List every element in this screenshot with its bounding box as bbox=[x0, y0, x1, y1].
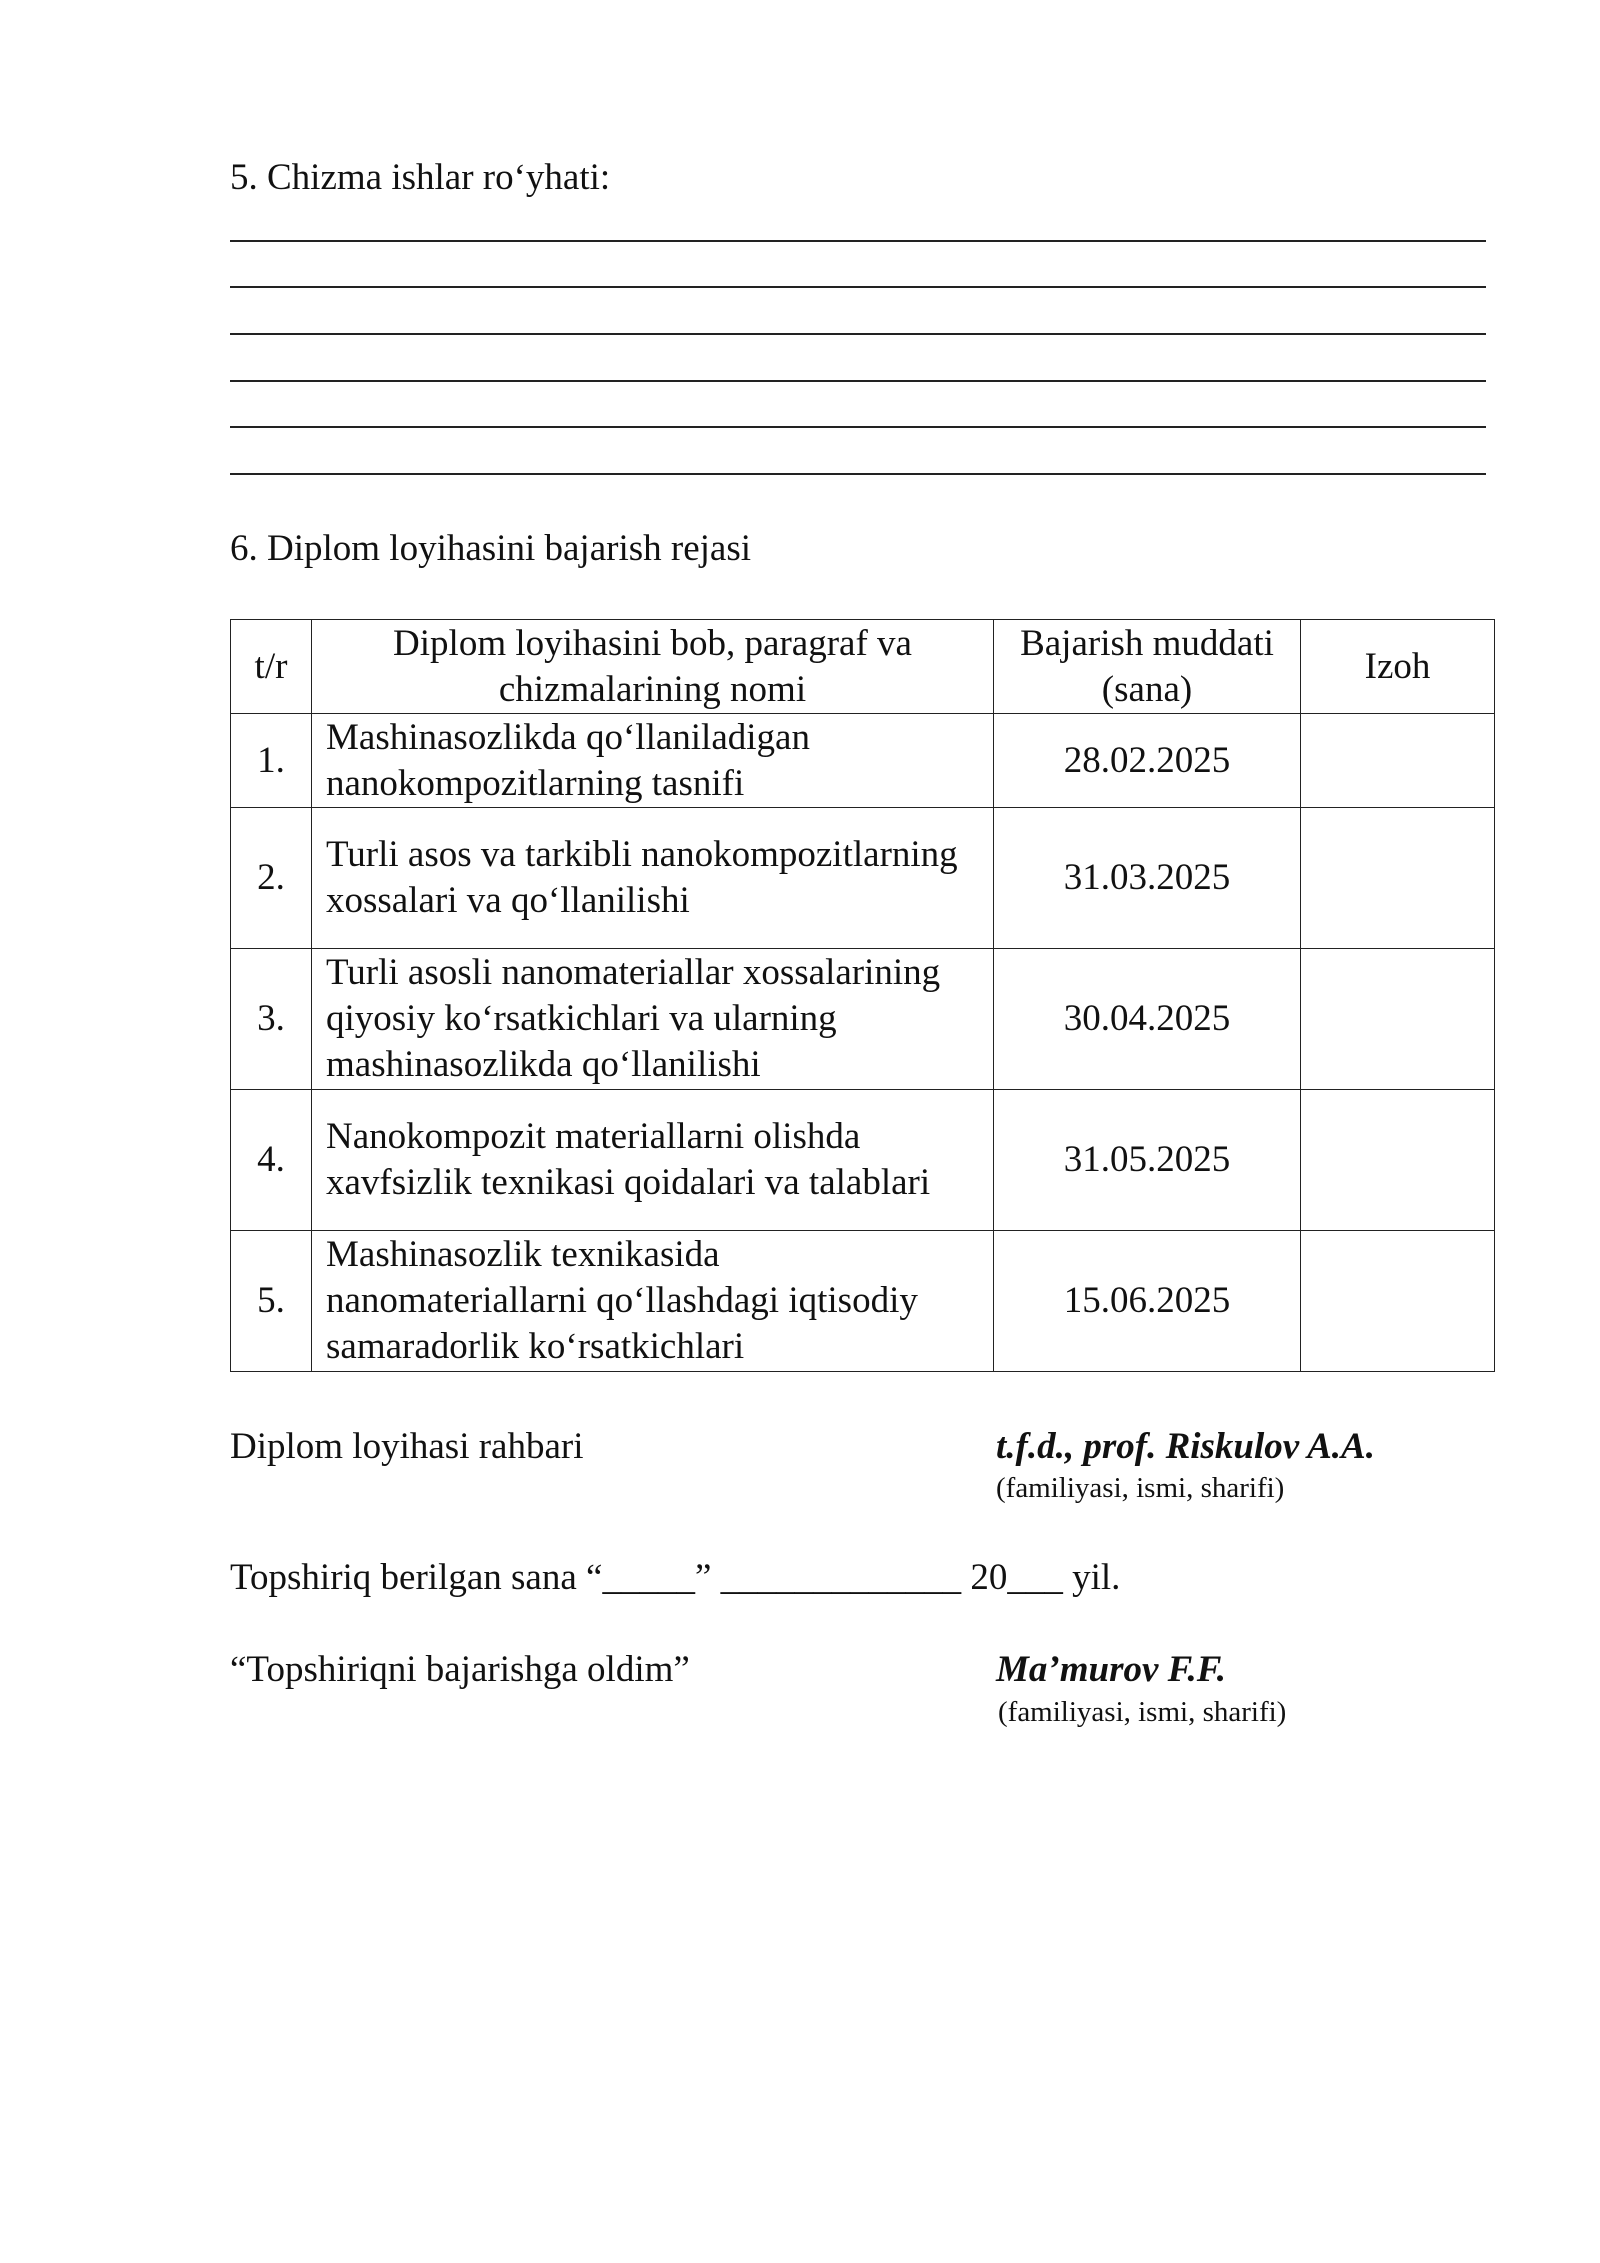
blank-line bbox=[230, 380, 1486, 382]
table-row bbox=[231, 949, 1495, 1090]
row-title: Turli asosli nanomateriallar xossalarining qiyosiy ko‘rsatkichlari va ularning mashinasozlikda qo‘llanilishi bbox=[312, 949, 994, 1090]
row-deadline: 30.04.2025 bbox=[994, 949, 1301, 1090]
blank-line bbox=[230, 240, 1486, 242]
supervisor-label: Diplom loyihasi rahbari bbox=[230, 1426, 584, 1467]
row-note bbox=[1301, 1090, 1495, 1231]
header-note: Izoh bbox=[1301, 620, 1495, 714]
table-row bbox=[231, 1231, 1495, 1372]
row-deadline: 15.06.2025 bbox=[994, 1231, 1301, 1372]
row-note bbox=[1301, 808, 1495, 949]
supervisor-name: t.f.d., prof. Riskulov A.A. bbox=[996, 1426, 1375, 1467]
student-name: Ma’murov F.F. bbox=[996, 1649, 1226, 1690]
row-num: 5. bbox=[231, 1231, 312, 1372]
blank-line bbox=[230, 473, 1486, 475]
row-num: 3. bbox=[231, 949, 312, 1090]
row-deadline: 31.05.2025 bbox=[994, 1090, 1301, 1231]
plan-table bbox=[230, 619, 1495, 1372]
row-num: 2. bbox=[231, 808, 312, 949]
student-caption: (familiyasi, ismi, sharifi) bbox=[998, 1696, 1287, 1728]
blank-line bbox=[230, 333, 1486, 335]
table-row bbox=[231, 714, 1495, 808]
row-title: Nanokompozit materiallarni olishda xavfsizlik texnikasi qoidalari va talablari bbox=[312, 1090, 994, 1231]
section-6-heading: 6. Diplom loyihasini bajarish rejasi bbox=[230, 528, 751, 569]
row-num: 4. bbox=[231, 1090, 312, 1231]
header-num: t/r bbox=[231, 620, 312, 714]
row-title: Turli asos va tarkibli nanokompozitlarning xossalari va qo‘llanilishi bbox=[312, 808, 994, 949]
row-title: Mashinasozlikda qo‘llaniladigan nanokompozitlarning tasnifi bbox=[312, 714, 994, 808]
row-note bbox=[1301, 1231, 1495, 1372]
row-title: Mashinasozlik texnikasida nanomateriallarni qo‘llashdagi iqtisodiy samaradorlik ko‘rsatkichlari bbox=[312, 1231, 994, 1372]
header-title: Diplom loyihasini bob, paragraf va chizmalarining nomi bbox=[312, 620, 994, 714]
row-note bbox=[1301, 949, 1495, 1090]
table-header-row bbox=[231, 620, 1495, 714]
acceptance-label: “Topshiriqni bajarishga oldim” bbox=[230, 1649, 690, 1690]
row-note bbox=[1301, 714, 1495, 808]
header-deadline: Bajarish muddati (sana) bbox=[994, 620, 1301, 714]
row-deadline: 28.02.2025 bbox=[994, 714, 1301, 808]
table-row bbox=[231, 1090, 1495, 1231]
issue-date-line: Topshiriq berilgan sana “_____” _____________ 20___ yil. bbox=[230, 1557, 1121, 1598]
supervisor-caption: (familiyasi, ismi, sharifi) bbox=[996, 1472, 1285, 1504]
section-5-heading: 5. Chizma ishlar ro‘yhati: bbox=[230, 157, 611, 198]
row-deadline: 31.03.2025 bbox=[994, 808, 1301, 949]
table-row bbox=[231, 808, 1495, 949]
row-num: 1. bbox=[231, 714, 312, 808]
blank-line bbox=[230, 286, 1486, 288]
blank-line bbox=[230, 426, 1486, 428]
